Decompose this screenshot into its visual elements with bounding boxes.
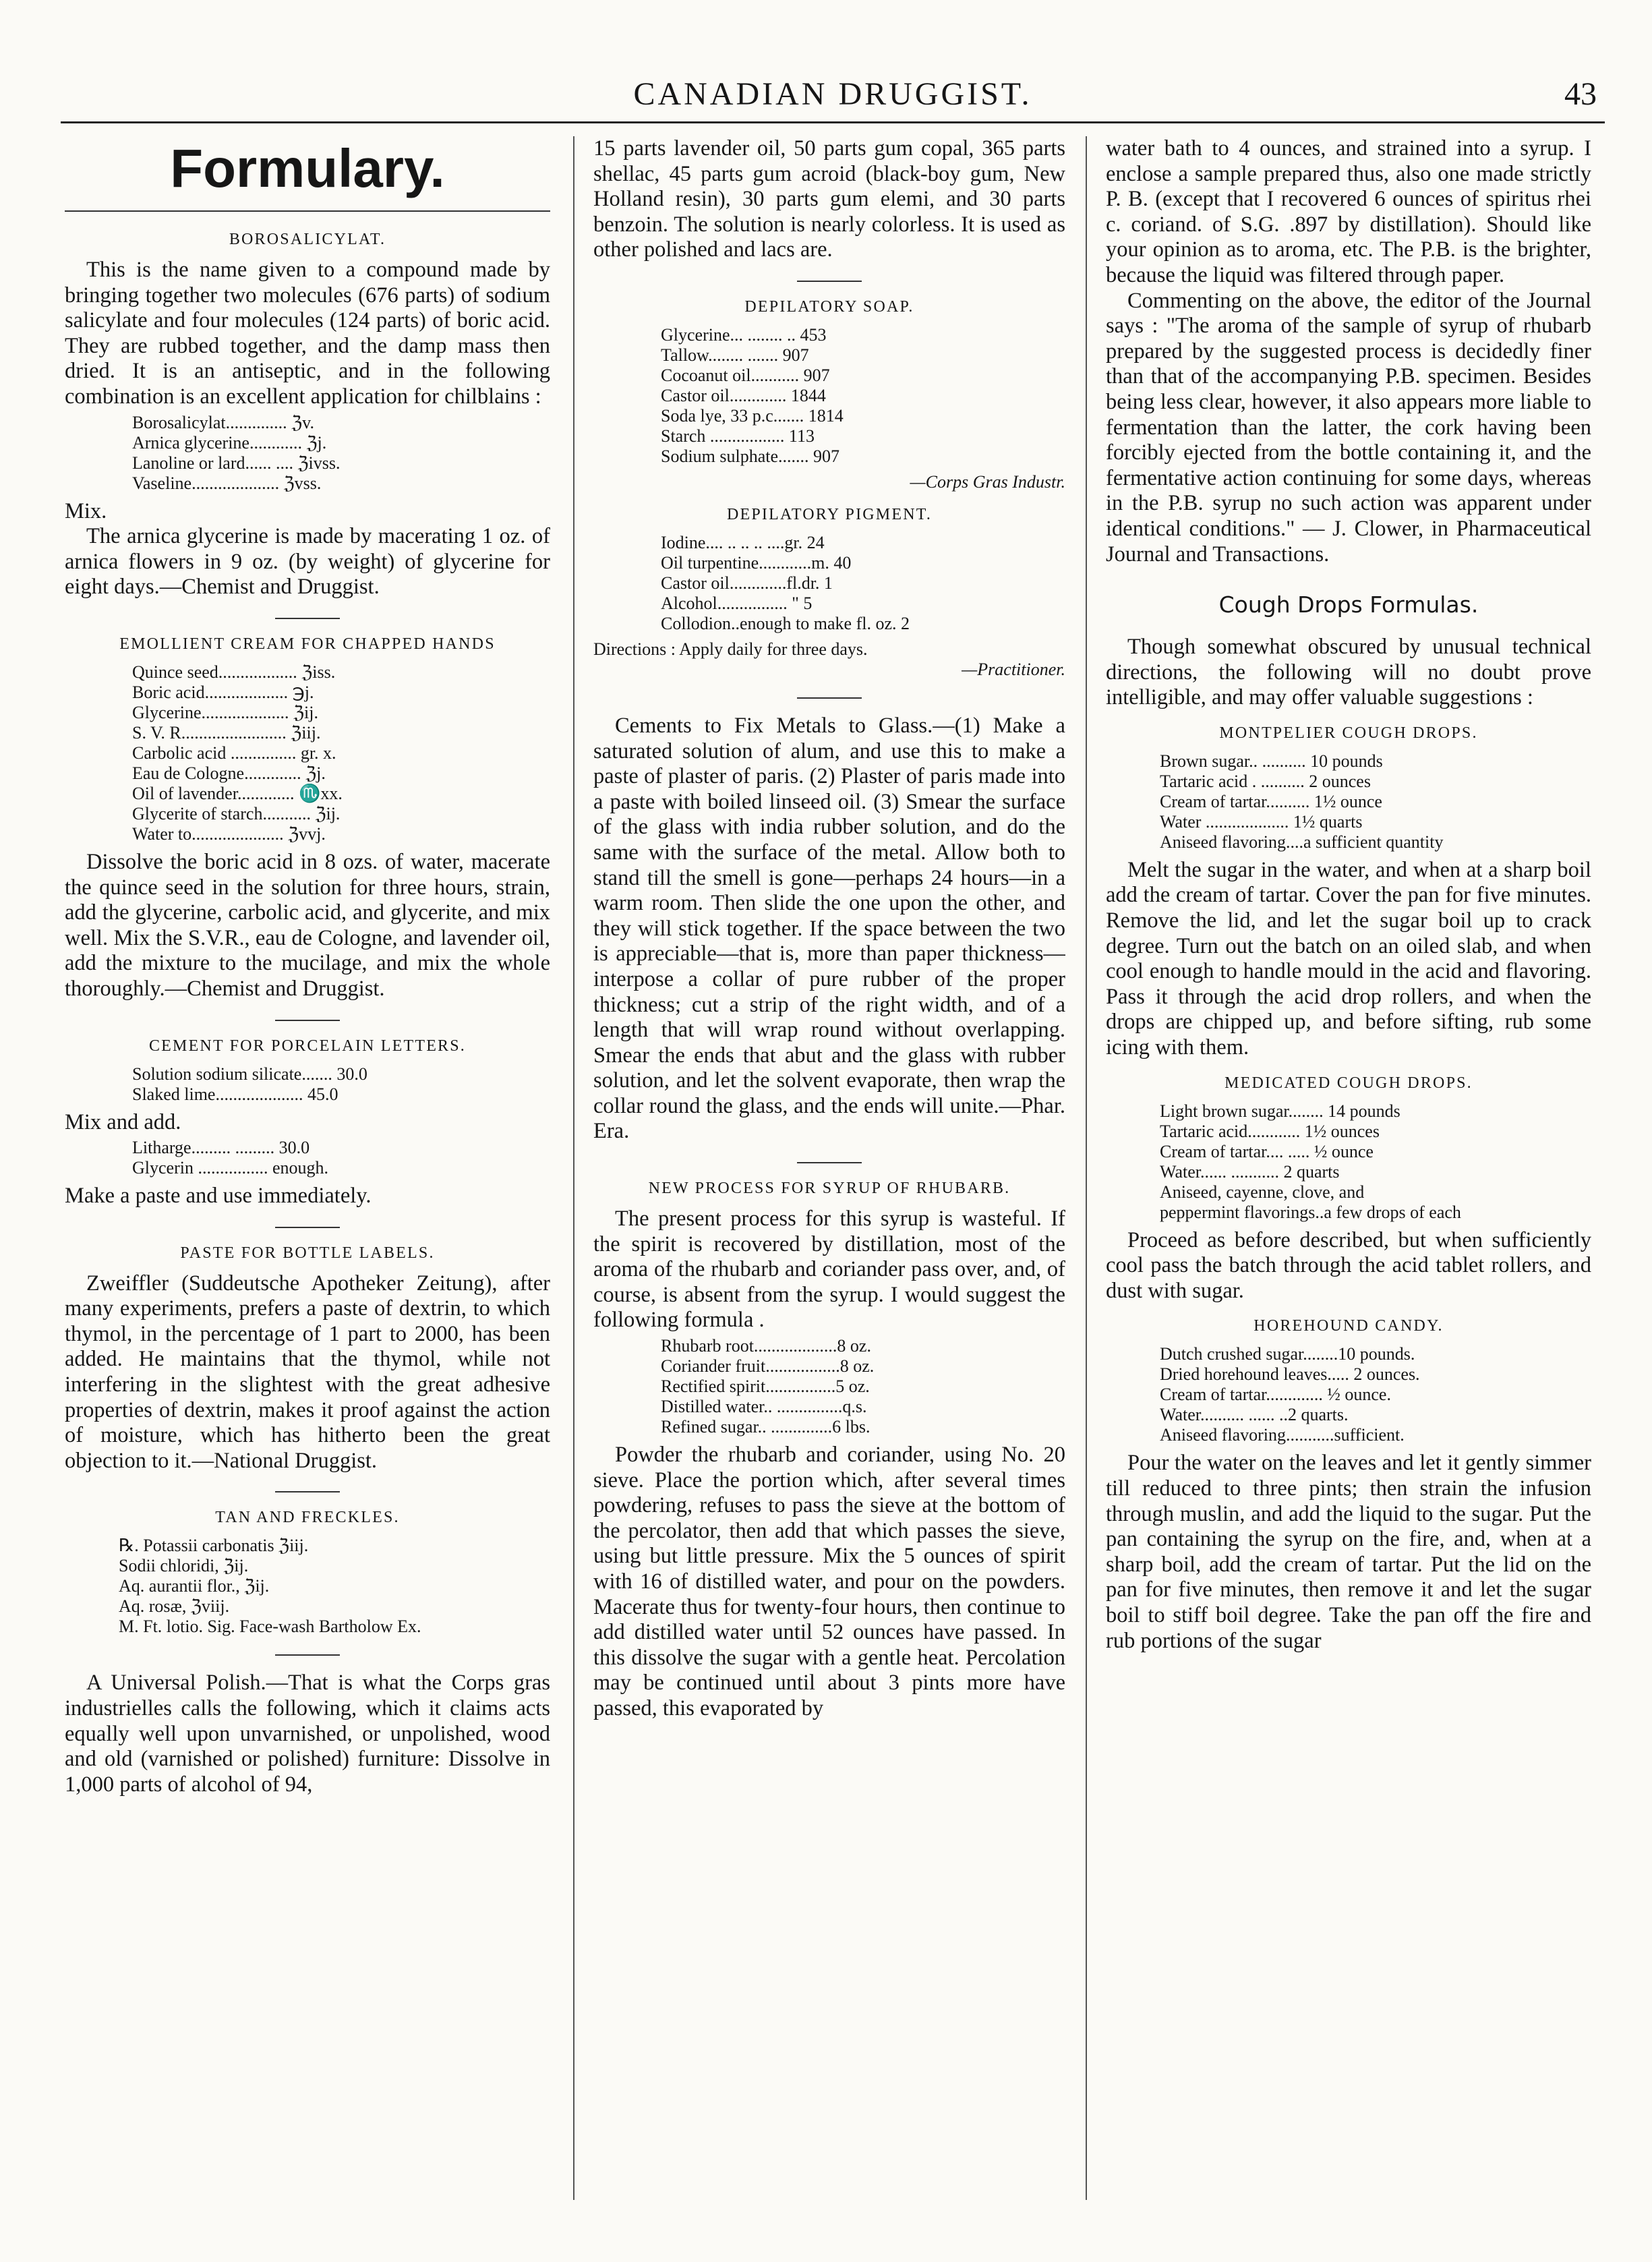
recipe-line: Tartaric acid . .......... 2 ounces	[1160, 771, 1371, 791]
separator	[797, 1162, 862, 1163]
column-1	[65, 136, 550, 2207]
separator	[797, 697, 862, 699]
article-paragraph: The arnica glycerine is made by macerating 1 oz. of arnica flowers in 9 oz. (by weight) of glycerine for eight days.—Chemist and Druggist.	[65, 524, 550, 600]
recipe-line: peppermint flavorings..a few drops of each	[1160, 1202, 1461, 1222]
recipe-list	[132, 1064, 550, 1105]
separator	[275, 618, 340, 619]
recipe-line: Coriander fruit.................8 oz.	[661, 1356, 875, 1376]
article-paragraph: Proceed as before described, but when sufficiently cool pass the batch through the acid tablet rollers, and dust with sugar.	[1106, 1227, 1591, 1303]
article-paragraph: The present process for this syrup is wasteful. If the spirit is recovered by distillation, most of the aroma of the rhubarb and coriander pass over, and, of course, is absent from the syrup. I would suggest the following formula .	[593, 1207, 1065, 1333]
recipe-list	[1160, 751, 1591, 852]
recipe-line: Rhubarb root...................8 oz.	[661, 1336, 871, 1356]
directions-text: Directions : Apply daily for three days.	[593, 639, 868, 659]
column-divider	[1086, 136, 1087, 2200]
recipe-line: Arnica glycerine............ ℨj.	[132, 432, 327, 453]
recipe-line: ℞. Potassii carbonatis ℨiij.	[119, 1536, 309, 1556]
recipe-line: Water ................... 1½ quarts	[1160, 811, 1363, 832]
recipe-line: Distilled water.. ...............q.s.	[661, 1397, 867, 1417]
article-paragraph: A Universal Polish.—That is what the Corps gras industrielles calls the following, which it claims acts equally well upon unvarnished, or unpolished, wood and old (varnished or polished) furniture: Dissolve in 1,000 parts of alcohol of 94,	[65, 1671, 550, 1797]
page-header	[61, 76, 1605, 115]
recipe-line: Soda lye, 33 p.c....... 1814	[661, 405, 844, 426]
column-3	[1106, 136, 1591, 2207]
header-rule	[61, 121, 1605, 123]
article-heading: HOREHOUND CANDY.	[1253, 1317, 1444, 1335]
recipe-list	[1160, 1344, 1591, 1445]
recipe-line: S. V. R........................ ℨiij.	[132, 722, 321, 743]
article-paragraph: water bath to 4 ounces, and strained into a syrup. I enclose a sample prepared thus, also one made strictly P. B. (except that I recovered 6 ounces of spiritus rhei c. coriand. of S.G. .897 by distillation). Should like your opinion as to aroma, etc. The P.B. is the brighter, because the liquid was filtered through paper.	[1106, 136, 1591, 287]
separator	[275, 1491, 340, 1492]
recipe-line: Carbolic acid ............... gr. x.	[132, 743, 336, 763]
recipe-line: Cream of tartar.......... 1½ ounce	[1160, 791, 1382, 811]
column-2	[593, 136, 1065, 2207]
article-heading: TAN AND FRECKLES.	[215, 1509, 400, 1527]
recipe-line: Collodion..enough to make fl. oz. 2	[661, 613, 910, 633]
source-credit: —Practitioner.	[962, 659, 1065, 679]
recipe-line: Glycerin ................ enough.	[132, 1158, 329, 1178]
article-paragraph: Melt the sugar in the water, and when at a sharp boil add the cream of tartar. Cover the pan for five minutes. Remove the lid, and let the sugar boil up to crack degree. Turn out the batch on an oiled slab, and when cool enough to handle mould in the acid and flavoring. Pass it through the acid drop rollers, and when the drops are chipped up, and before sifting, rub some icing with them.	[1106, 857, 1591, 1060]
article-paragraph: Pour the water on the leaves and let it gently simmer till reduced to three pints; then strain the infusion through muslin, and add the liquid to the sugar. Put the pan containing the syrup on the fire, and, when at a sharp boil, add the cream of tartar. Put the lid on the pan for five minutes, then remove it and let the sugar boil to stiff boil degree. Take the pan off the fire and rub portions of the sugar	[1106, 1451, 1591, 1653]
article-heading: DEPILATORY PIGMENT.	[726, 505, 933, 523]
recipe-list	[132, 413, 550, 494]
recipe-line: Borosalicylat.............. ℨv.	[132, 412, 314, 432]
recipe-line: Oil of lavender............. ♏xx.	[132, 783, 343, 803]
recipe-line: Water...... ........... 2 quarts	[1160, 1161, 1340, 1182]
article-heading: EMOLLIENT CREAM FOR CHAPPED HANDS	[119, 635, 496, 653]
recipe-line: Slaked lime.................... 45.0	[132, 1084, 338, 1104]
recipe-list	[119, 1536, 550, 1637]
recipe-line: Castor oil.............fl.dr. 1	[661, 573, 833, 593]
recipe-line: Dutch crushed sugar........10 pounds.	[1160, 1344, 1415, 1364]
recipe-line: Tallow........ ....... 907	[661, 345, 809, 365]
article-heading: MONTPELIER COUGH DROPS.	[1219, 724, 1478, 742]
recipe-list	[661, 533, 1065, 634]
separator	[275, 1227, 340, 1228]
separator	[275, 1654, 340, 1656]
title-rule	[65, 210, 550, 212]
recipe-line: Aniseed flavoring....a sufficient quantity	[1160, 832, 1444, 852]
article-paragraph: Cements to Fix Metals to Glass.—(1) Make a saturated solution of alum, and use this to make a paste of plaster of paris. (2) Plaster of paris made into a paste with boiled linseed oil. (3) Smear the surface of the glass with india rubber solution, and do the same with the surface of the metal. Allow both to stand till the smell is gone—perhaps 24 hours—in a warm room. Then slide the one upon the other, and they will stick together. If the space between the two is appreciable—that is, more than paper thickness—interpose a collar of pure rubber of the proper thickness; cut a strip of the right width, and of a length that will wrap round without overlapping. Smear the ends that abut and the glass with rubber solution, and let the solvent evaporate, then wrap the collar round the glass, and the ends will unite.—Phar. Era.	[593, 713, 1065, 1144]
recipe-list	[661, 1336, 1065, 1437]
recipe-line: Glycerite of starch........... ℨij.	[132, 803, 341, 823]
recipe-line: Litharge......... ......... 30.0	[132, 1138, 310, 1158]
article-heading: BOROSALICYLAT.	[229, 231, 386, 248]
recipe-list	[1160, 1101, 1591, 1223]
article-heading: DEPILATORY SOAP.	[744, 297, 914, 316]
article-paragraph: Mix.	[65, 498, 107, 523]
article-heading: CEMENT FOR PORCELAIN LETTERS.	[148, 1037, 467, 1055]
recipe-line: Solution sodium silicate....... 30.0	[132, 1064, 367, 1084]
separator	[275, 1020, 340, 1021]
section-title: Formulary.	[170, 138, 445, 198]
article-paragraph: Dissolve the boric acid in 8 ozs. of water, macerate the quince seed in the solution for three hours, strain, add the glycerine, carbolic acid, and glycerite, and mix well. Mix the S.V.R., eau de Cologne, and lavender oil, add the mixture to the mucilage, and mix the whole thoroughly.—Chemist and Druggist.	[65, 849, 550, 1001]
recipe-line: Alcohol................ " 5	[661, 593, 813, 613]
recipe-line: Cocoanut oil........... 907	[661, 365, 830, 385]
recipe-line: Aniseed flavoring...........sufficient.	[1160, 1425, 1405, 1445]
recipe-line: Refined sugar.. ..............6 lbs.	[661, 1417, 871, 1437]
recipe-line: Cream of tartar.... ..... ½ ounce	[1160, 1141, 1374, 1161]
article-paragraph: 15 parts lavender oil, 50 parts gum copal, 365 parts shellac, 45 parts gum acroid (black-boy gum, New Holland resin), 30 parts gum elemi, and 30 parts benzoin. The solution is nearly colorless. It is used as other polished and lacs are.	[593, 136, 1065, 262]
recipe-line: Aq. rosæ, ℨviij.	[119, 1596, 230, 1617]
recipe-line: Aq. aurantii flor., ℨij.	[119, 1576, 270, 1596]
recipe-line: Tartaric acid............ 1½ ounces	[1160, 1121, 1380, 1141]
article-paragraph: Zweiffler (Suddeutsche Apotheker Zeitung), after many experiments, prefers a paste of dextrin, to which thymol, in the percentage of 1 part to 2000, has been added. He maintains that the thymol, while not interfering in the slightest with the great adhesive properties of dextrin, makes it proof against the action of moisture, which has hitherto been the great objection to it.—National Druggist.	[65, 1271, 550, 1473]
recipe-line: Brown sugar.. .......... 10 pounds	[1160, 751, 1383, 771]
recipe-list	[661, 325, 1065, 467]
column-divider	[573, 136, 574, 2200]
recipe-line: M. Ft. lotio. Sig. Face-wash Bartholow Ex.	[119, 1617, 421, 1637]
recipe-line: Iodine.... .. .. .. ....gr. 24	[661, 532, 825, 552]
publication-title: CANADIAN DRUGGIST.	[633, 76, 1032, 112]
article-heading: MEDICATED COUGH DROPS.	[1225, 1074, 1473, 1092]
recipe-line: Glycerine.................... ℨij.	[132, 702, 318, 722]
recipe-line: Rectified spirit................5 oz.	[661, 1376, 870, 1397]
recipe-line: Lanoline or lard...... .... ℨivss.	[132, 453, 341, 473]
recipe-line: Castor oil............. 1844	[661, 385, 826, 405]
recipe-list	[132, 662, 550, 844]
article-title: Cough Drops Formulas.	[1218, 591, 1479, 618]
recipe-line: Vaseline.................... ℨvss.	[132, 473, 322, 493]
recipe-line: Dried horehound leaves..... 2 ounces.	[1160, 1364, 1420, 1385]
recipe-list	[132, 1138, 550, 1178]
recipe-line: Aniseed, cayenne, clove, and	[1160, 1182, 1365, 1202]
recipe-line: Eau de Cologne............. ℨj.	[132, 763, 326, 783]
article-paragraph: Powder the rhubarb and coriander, using No. 20 sieve. Place the portion which, after several times powdering, refuses to pass the sieve at the bottom of the percolator, then add that which passes the sieve, using but little pressure. Mix the 5 ounces of spirit with 16 of distilled water, and pour on the powders. Macerate thus for twenty-four hours, then continue to add distilled water until 52 ounces have passed. In this dissolve the sugar with a gentle heat. Percolation may be continued until about 3 pints more have passed, this evaporated by	[593, 1443, 1065, 1720]
recipe-line: Water to..................... ℨvvj.	[132, 823, 326, 844]
recipe-line: Boric acid................... ℈j.	[132, 682, 314, 702]
separator	[797, 281, 862, 282]
recipe-line: Oil turpentine............m. 40	[661, 552, 852, 573]
recipe-line: Cream of tartar............. ½ ounce.	[1160, 1385, 1391, 1405]
recipe-line: Sodium sulphate....... 907	[661, 446, 840, 466]
article-paragraph: Mix and add.	[65, 1109, 181, 1134]
recipe-line: Light brown sugar........ 14 pounds	[1160, 1101, 1400, 1121]
article-heading: PASTE FOR BOTTLE LABELS.	[180, 1244, 435, 1262]
article-paragraph: This is the name given to a compound made by bringing together two molecules (676 parts) of sodium salicylate and four molecules (124 parts) of boric acid. They are rubbed together, and the damp mass then dried. It is an antiseptic, and in the following combination is an excellent application for chilblains :	[65, 258, 550, 409]
recipe-line: Starch ................. 113	[661, 426, 815, 446]
article-paragraph: Though somewhat obscured by unusual technical directions, the following will no doubt prove intelligible, and may offer valuable suggestions :	[1106, 635, 1591, 710]
recipe-line: Sodii chloridi, ℨij.	[119, 1556, 249, 1576]
recipe-line: Quince seed.................. ℨiss.	[132, 662, 336, 682]
source-credit: —Corps Gras Industr.	[910, 471, 1065, 492]
article-paragraph: Make a paste and use immediately.	[65, 1184, 372, 1209]
page-number: 43	[1564, 76, 1597, 112]
article-paragraph: Commenting on the above, the editor of the Journal says : "The aroma of the sample of syrup of rhubarb prepared by the suggested process is decidedly finer than that of the accompanying P.B. specimen. Besides being less clear, however, it also appears more liable to fermentation than the latter, the cork having been forcibly ejected from the bottle containing it, and the fermentative action continuing for some days, whereas in the P.B. syrup no such action was apparent under identical conditions." — J. Clower, in Pharmaceutical Journal and Transactions.	[1106, 288, 1591, 567]
recipe-line: Glycerine... ........ .. 453	[661, 324, 827, 345]
recipe-line: Water.......... ...... ..2 quarts.	[1160, 1405, 1349, 1425]
article-heading: NEW PROCESS FOR SYRUP OF RHUBARB.	[648, 1180, 1011, 1198]
